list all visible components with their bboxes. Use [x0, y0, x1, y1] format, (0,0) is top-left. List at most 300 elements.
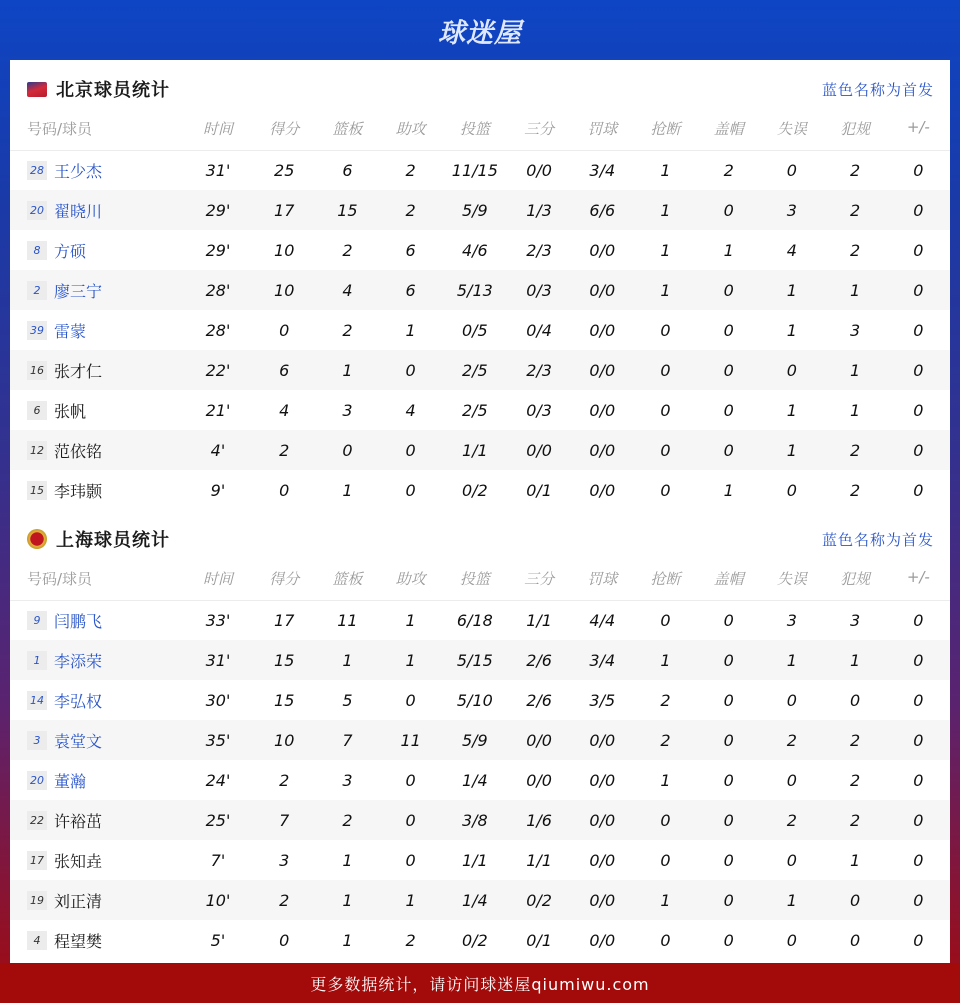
player-name-link[interactable]: 雷蒙 — [54, 321, 87, 341]
stat-three-pt: 0/1 — [526, 930, 552, 950]
stat-fg: 2/5 — [461, 400, 488, 420]
stat-points: 2 — [253, 430, 316, 470]
column-header-fg[interactable]: 投篮 — [442, 118, 507, 150]
stat-fouls: 2 — [849, 480, 861, 500]
stat-points: 7 — [253, 800, 316, 840]
site-logo — [438, 11, 522, 50]
stat-three-pt: 0/4 — [526, 320, 552, 340]
column-header-time[interactable]: 时间 — [183, 118, 252, 150]
stat-assists: 6 — [379, 270, 442, 310]
stat-three-pt: 0/3 — [507, 270, 570, 310]
stat-blocks: 0 — [697, 720, 760, 760]
column-header-player[interactable]: 号码/球员 — [10, 568, 183, 600]
player-name-link[interactable]: 闫鹏飞 — [54, 611, 103, 631]
player-stats-table — [10, 568, 950, 960]
stat-turnovers: 0 — [760, 350, 823, 390]
player-row[interactable] — [10, 920, 950, 960]
column-header-blocks[interactable]: 盖帽 — [697, 568, 760, 600]
stat-blocks: 0 — [697, 350, 760, 390]
column-header-time[interactable]: 时间 — [183, 568, 252, 600]
stat-blocks: 0 — [697, 430, 760, 470]
stat-assists: 1 — [379, 880, 442, 920]
beijing-team-logo-icon — [27, 82, 47, 97]
stat-fouls: 0 — [849, 930, 861, 950]
jersey-number-badge: 28 — [27, 161, 47, 180]
player-name-link[interactable]: 董瀚 — [54, 771, 87, 791]
team-header — [10, 60, 950, 118]
stat-plus-minus: 0 — [913, 930, 924, 950]
stat-fouls: 1 — [823, 640, 886, 680]
stat-fg: 0/2 — [461, 930, 488, 950]
stat-plus-minus: 0 — [887, 430, 950, 470]
stat-three-pt: 1/6 — [507, 800, 570, 840]
stat-fouls: 2 — [849, 240, 861, 260]
player-name-link[interactable]: 廖三宁 — [54, 281, 103, 301]
stat-points: 6 — [253, 350, 316, 390]
stat-fouls: 1 — [823, 270, 886, 310]
player-cell[interactable] — [10, 350, 183, 390]
stat-time: 35' — [183, 720, 252, 760]
stat-fouls: 2 — [849, 160, 861, 180]
player-row[interactable] — [10, 310, 950, 350]
stat-time: 4' — [183, 430, 252, 470]
player-cell[interactable] — [10, 680, 183, 720]
stat-three-pt: 0/0 — [507, 720, 570, 760]
stat-blocks: 0 — [723, 930, 734, 950]
stat-fouls: 2 — [823, 720, 886, 760]
stat-blocks: 0 — [697, 640, 760, 680]
player-cell[interactable] — [10, 270, 183, 310]
jersey-number-badge: 12 — [27, 441, 47, 460]
player-cell[interactable] — [10, 230, 183, 270]
stat-points: 17 — [274, 610, 295, 630]
stat-rebounds: 1 — [316, 350, 379, 390]
site-logo-text: 球迷屋 — [438, 17, 522, 49]
stat-three-pt: 1/1 — [526, 850, 552, 870]
stat-three-pt: 2/3 — [526, 240, 552, 260]
stat-blocks: 0 — [697, 800, 760, 840]
stat-plus-minus: 0 — [913, 850, 924, 870]
column-header-three-pt[interactable]: 三分 — [507, 568, 570, 600]
player-cell[interactable] — [10, 920, 183, 960]
player-row[interactable] — [10, 150, 950, 190]
team-section-beijing — [10, 60, 950, 510]
stat-fg: 1/1 — [442, 430, 507, 470]
footer-text[interactable]: 更多数据统计，请访问球迷屋qiumiwu.com — [310, 974, 650, 994]
stat-assists: 2 — [405, 930, 416, 950]
player-name-link[interactable]: 许裕茁 — [54, 811, 103, 831]
stat-fg: 4/6 — [461, 240, 488, 260]
stat-rebounds: 11 — [337, 610, 358, 630]
player-row[interactable] — [10, 840, 950, 880]
top-banner — [0, 0, 960, 60]
stat-plus-minus: 0 — [887, 800, 950, 840]
jersey-number-badge: 39 — [27, 321, 47, 340]
stat-three-pt: 0/2 — [507, 880, 570, 920]
stat-three-pt: 0/3 — [526, 400, 552, 420]
stat-time: 29' — [205, 240, 231, 260]
player-name-link[interactable]: 张才仁 — [54, 361, 103, 381]
player-row[interactable] — [10, 270, 950, 310]
stat-turnovers: 3 — [786, 610, 797, 630]
player-name-link[interactable]: 王少杰 — [54, 161, 103, 181]
stats-card — [10, 60, 950, 963]
stat-time: 22' — [183, 350, 252, 390]
stat-assists: 1 — [405, 610, 416, 630]
jersey-number-badge: 20 — [27, 771, 47, 790]
player-row[interactable] — [10, 190, 950, 230]
footer-banner[interactable] — [0, 963, 960, 1003]
player-row[interactable] — [10, 800, 950, 840]
column-header-rebounds[interactable]: 篮板 — [316, 118, 379, 150]
stat-blocks: 1 — [723, 240, 734, 260]
stat-plus-minus: 0 — [913, 400, 924, 420]
player-row[interactable] — [10, 430, 950, 470]
stat-blocks: 0 — [723, 690, 734, 710]
player-row[interactable] — [10, 640, 950, 680]
stat-time: 29' — [183, 190, 252, 230]
stat-ft: 0/0 — [571, 350, 634, 390]
stat-time: 21' — [205, 400, 231, 420]
stat-three-pt: 0/1 — [526, 480, 552, 500]
stat-ft: 0/0 — [571, 270, 634, 310]
player-name-link[interactable]: 翟晓川 — [54, 201, 103, 221]
stat-steals: 0 — [660, 320, 671, 340]
stat-steals: 0 — [634, 430, 697, 470]
stat-steals: 1 — [660, 160, 671, 180]
stat-turnovers: 0 — [786, 160, 797, 180]
player-cell[interactable] — [10, 760, 183, 800]
stat-fouls: 1 — [823, 350, 886, 390]
player-cell[interactable] — [10, 840, 183, 880]
stat-points: 10 — [274, 240, 295, 260]
jersey-number-badge: 9 — [27, 611, 47, 630]
column-header-fouls[interactable]: 犯规 — [823, 118, 886, 150]
stat-blocks: 1 — [723, 480, 734, 500]
stat-turnovers: 3 — [760, 190, 823, 230]
player-cell[interactable] — [10, 470, 183, 510]
stat-ft: 0/0 — [589, 770, 616, 790]
stat-points: 10 — [253, 720, 316, 760]
stat-points: 4 — [279, 400, 290, 420]
stat-fouls: 2 — [823, 430, 886, 470]
stat-fouls: 2 — [823, 190, 886, 230]
stat-fg: 5/9 — [442, 720, 507, 760]
stat-assists: 0 — [405, 480, 416, 500]
stat-turnovers: 1 — [760, 880, 823, 920]
team-title: 上海球员统计 — [56, 530, 170, 551]
stat-fouls: 3 — [849, 320, 861, 340]
player-cell[interactable] — [10, 800, 183, 840]
stat-time: 31' — [205, 160, 231, 180]
stat-points: 2 — [253, 880, 316, 920]
stat-ft: 0/0 — [571, 720, 634, 760]
stat-blocks: 0 — [723, 770, 734, 790]
stat-plus-minus: 0 — [887, 190, 950, 230]
player-name-link[interactable]: 刘正清 — [54, 891, 103, 911]
stat-turnovers: 2 — [760, 800, 823, 840]
jersey-number-badge: 19 — [27, 891, 47, 910]
stat-turnovers: 0 — [786, 480, 797, 500]
column-header-plus-minus[interactable]: +/- — [887, 568, 950, 600]
player-stats-table — [10, 118, 950, 510]
player-row[interactable] — [10, 680, 950, 720]
stat-fg: 5/15 — [442, 640, 507, 680]
stat-plus-minus: 0 — [913, 610, 924, 630]
player-row[interactable] — [10, 390, 950, 430]
player-row[interactable] — [10, 760, 950, 800]
team-title-group — [27, 526, 170, 552]
stat-assists: 1 — [379, 640, 442, 680]
stat-time: 5' — [210, 930, 226, 950]
player-cell[interactable] — [10, 720, 183, 760]
stat-points: 15 — [274, 690, 295, 710]
stat-three-pt: 0/0 — [507, 430, 570, 470]
jersey-number-badge: 16 — [27, 361, 47, 380]
stat-time: 33' — [205, 610, 231, 630]
column-header-points[interactable]: 得分 — [253, 118, 316, 150]
column-header-plus-minus[interactable]: +/- — [887, 118, 950, 150]
starter-legend: 蓝色名称为首发 — [821, 530, 934, 549]
column-header-fouls[interactable]: 犯规 — [823, 568, 886, 600]
stat-plus-minus: 0 — [913, 690, 924, 710]
stat-three-pt: 2/6 — [507, 640, 570, 680]
stat-points: 10 — [253, 270, 316, 310]
column-header-fg[interactable]: 投篮 — [442, 568, 507, 600]
stat-three-pt: 2/6 — [526, 690, 552, 710]
player-cell[interactable] — [10, 150, 183, 190]
column-header-turnovers[interactable]: 失误 — [760, 118, 823, 150]
stat-rebounds: 5 — [342, 690, 353, 710]
player-cell[interactable] — [10, 880, 183, 920]
stat-fouls: 2 — [823, 800, 886, 840]
stat-ft: 0/0 — [589, 320, 616, 340]
stat-plus-minus: 0 — [913, 770, 924, 790]
stat-plus-minus: 0 — [913, 320, 924, 340]
stat-rebounds: 2 — [342, 320, 353, 340]
stat-turnovers: 0 — [786, 930, 797, 950]
player-name-link[interactable]: 张知垚 — [54, 851, 103, 871]
stat-fg: 5/13 — [442, 270, 507, 310]
stat-fg: 5/9 — [442, 190, 507, 230]
stat-fouls: 1 — [849, 850, 861, 870]
stat-ft: 0/0 — [571, 800, 634, 840]
stat-time: 10' — [183, 880, 252, 920]
player-name-link[interactable]: 袁堂文 — [54, 731, 103, 751]
stat-ft: 0/0 — [589, 480, 616, 500]
player-row[interactable] — [10, 470, 950, 510]
player-cell[interactable] — [10, 600, 183, 640]
stat-fg: 5/10 — [456, 690, 493, 710]
stat-three-pt: 1/3 — [507, 190, 570, 230]
stat-points: 3 — [279, 850, 290, 870]
stat-steals: 1 — [634, 640, 697, 680]
jersey-number-badge: 20 — [27, 201, 47, 220]
stat-steals: 1 — [634, 880, 697, 920]
stat-ft: 0/0 — [589, 850, 616, 870]
stat-fouls: 0 — [823, 880, 886, 920]
stat-blocks: 0 — [697, 270, 760, 310]
player-row[interactable] — [10, 350, 950, 390]
player-name-link[interactable]: 李添荣 — [54, 651, 103, 671]
stat-blocks: 0 — [723, 400, 734, 420]
column-header-steals[interactable]: 抢断 — [634, 568, 697, 600]
column-header-assists[interactable]: 助攻 — [379, 568, 442, 600]
stat-turnovers: 1 — [760, 430, 823, 470]
column-header-turnovers[interactable]: 失误 — [760, 568, 823, 600]
stat-steals: 0 — [660, 850, 671, 870]
jersey-number-badge: 2 — [27, 281, 47, 300]
stat-rebounds: 2 — [342, 240, 353, 260]
stat-turnovers: 2 — [760, 720, 823, 760]
stat-steals: 0 — [634, 350, 697, 390]
stat-fg: 0/5 — [461, 320, 488, 340]
stat-plus-minus: 0 — [887, 350, 950, 390]
column-header-three-pt[interactable]: 三分 — [507, 118, 570, 150]
shanghai-team-logo-icon — [27, 529, 47, 549]
stat-steals: 1 — [634, 270, 697, 310]
stat-rebounds: 0 — [316, 430, 379, 470]
stat-points: 0 — [279, 930, 290, 950]
team-title-group — [27, 76, 170, 102]
column-header-steals[interactable]: 抢断 — [634, 118, 697, 150]
jersey-number-badge: 3 — [27, 731, 47, 750]
stat-time: 9' — [210, 480, 226, 500]
jersey-number-badge: 15 — [27, 481, 47, 500]
player-name-link[interactable]: 张帆 — [54, 401, 87, 421]
stat-assists: 0 — [405, 850, 416, 870]
player-name-link[interactable]: 李弘权 — [54, 691, 103, 711]
stat-assists: 2 — [379, 190, 442, 230]
player-cell[interactable] — [10, 390, 183, 430]
stat-points: 0 — [279, 480, 290, 500]
stat-rebounds: 1 — [342, 850, 353, 870]
stat-blocks: 0 — [723, 320, 734, 340]
stat-time: 24' — [205, 770, 231, 790]
stat-assists: 11 — [379, 720, 442, 760]
stat-ft: 3/5 — [589, 690, 616, 710]
stat-assists: 6 — [405, 240, 416, 260]
jersey-number-badge: 6 — [27, 401, 47, 420]
jersey-number-badge: 22 — [27, 811, 47, 830]
column-header-assists[interactable]: 助攻 — [379, 118, 442, 150]
player-cell[interactable] — [10, 640, 183, 680]
stat-fg: 3/8 — [442, 800, 507, 840]
stat-time: 30' — [205, 690, 231, 710]
player-name-link[interactable]: 程望樊 — [54, 931, 103, 951]
stat-three-pt: 0/0 — [526, 160, 552, 180]
player-row[interactable] — [10, 880, 950, 920]
stat-fouls: 1 — [849, 400, 861, 420]
jersey-number-badge: 4 — [27, 931, 47, 950]
stat-points: 17 — [253, 190, 316, 230]
stat-turnovers: 0 — [786, 850, 797, 870]
column-header-player[interactable]: 号码/球员 — [10, 118, 183, 150]
player-row[interactable] — [10, 720, 950, 760]
stat-assists: 0 — [405, 770, 416, 790]
stat-fg: 1/1 — [461, 850, 488, 870]
stat-fg: 0/2 — [461, 480, 488, 500]
table-header-row — [10, 118, 950, 150]
player-name-link[interactable]: 方硕 — [54, 241, 87, 261]
column-header-blocks[interactable]: 盖帽 — [697, 118, 760, 150]
stat-blocks: 0 — [723, 610, 734, 630]
stat-steals: 1 — [634, 190, 697, 230]
stat-fouls: 2 — [849, 770, 861, 790]
stat-time: 25' — [183, 800, 252, 840]
stat-steals: 0 — [660, 930, 671, 950]
stat-fg: 1/4 — [461, 770, 488, 790]
stat-assists: 0 — [379, 350, 442, 390]
column-header-ft[interactable]: 罚球 — [571, 568, 634, 600]
column-header-rebounds[interactable]: 篮板 — [316, 568, 379, 600]
player-cell[interactable] — [10, 430, 183, 470]
stat-plus-minus: 0 — [887, 720, 950, 760]
stat-points: 25 — [274, 160, 295, 180]
jersey-number-badge: 1 — [27, 651, 47, 670]
stat-rebounds: 3 — [342, 770, 353, 790]
stat-steals: 0 — [634, 800, 697, 840]
stat-assists: 0 — [379, 800, 442, 840]
column-header-ft[interactable]: 罚球 — [571, 118, 634, 150]
stat-ft: 3/4 — [571, 640, 634, 680]
stat-blocks: 2 — [723, 160, 734, 180]
stat-turnovers: 0 — [786, 690, 797, 710]
player-row[interactable] — [10, 600, 950, 640]
stat-fg: 6/18 — [456, 610, 493, 630]
stat-plus-minus: 0 — [913, 240, 924, 260]
player-cell[interactable] — [10, 310, 183, 350]
stat-blocks: 0 — [723, 850, 734, 870]
stat-fg: 11/15 — [451, 160, 498, 180]
stat-ft: 0/0 — [589, 240, 616, 260]
stat-plus-minus: 0 — [887, 880, 950, 920]
stat-assists: 0 — [405, 690, 416, 710]
stat-rebounds: 1 — [316, 880, 379, 920]
player-cell[interactable] — [10, 190, 183, 230]
jersey-number-badge: 14 — [27, 691, 47, 710]
stat-plus-minus: 0 — [887, 270, 950, 310]
stat-time: 31' — [183, 640, 252, 680]
stat-turnovers: 1 — [786, 400, 797, 420]
player-name-link[interactable]: 李玮颢 — [54, 481, 103, 501]
jersey-number-badge: 8 — [27, 241, 47, 260]
stat-plus-minus: 0 — [887, 640, 950, 680]
stat-ft: 3/4 — [589, 160, 616, 180]
column-header-points[interactable]: 得分 — [253, 568, 316, 600]
player-row[interactable] — [10, 230, 950, 270]
stat-steals: 1 — [660, 240, 671, 260]
stat-rebounds: 1 — [342, 930, 353, 950]
stat-steals: 0 — [660, 610, 671, 630]
stat-fouls: 3 — [849, 610, 861, 630]
starter-legend: 蓝色名称为首发 — [821, 80, 934, 99]
stat-three-pt: 2/3 — [507, 350, 570, 390]
stat-rebounds: 1 — [316, 640, 379, 680]
stat-rebounds: 7 — [316, 720, 379, 760]
stat-points: 2 — [279, 770, 290, 790]
stat-assists: 2 — [405, 160, 416, 180]
player-name-link[interactable]: 范依铭 — [54, 441, 103, 461]
stat-ft: 0/0 — [571, 430, 634, 470]
stat-turnovers: 1 — [760, 270, 823, 310]
stat-points: 15 — [253, 640, 316, 680]
stat-time: 28' — [183, 270, 252, 310]
stat-turnovers: 1 — [786, 320, 797, 340]
stat-assists: 0 — [379, 430, 442, 470]
stat-plus-minus: 0 — [913, 160, 924, 180]
stat-rebounds: 2 — [316, 800, 379, 840]
